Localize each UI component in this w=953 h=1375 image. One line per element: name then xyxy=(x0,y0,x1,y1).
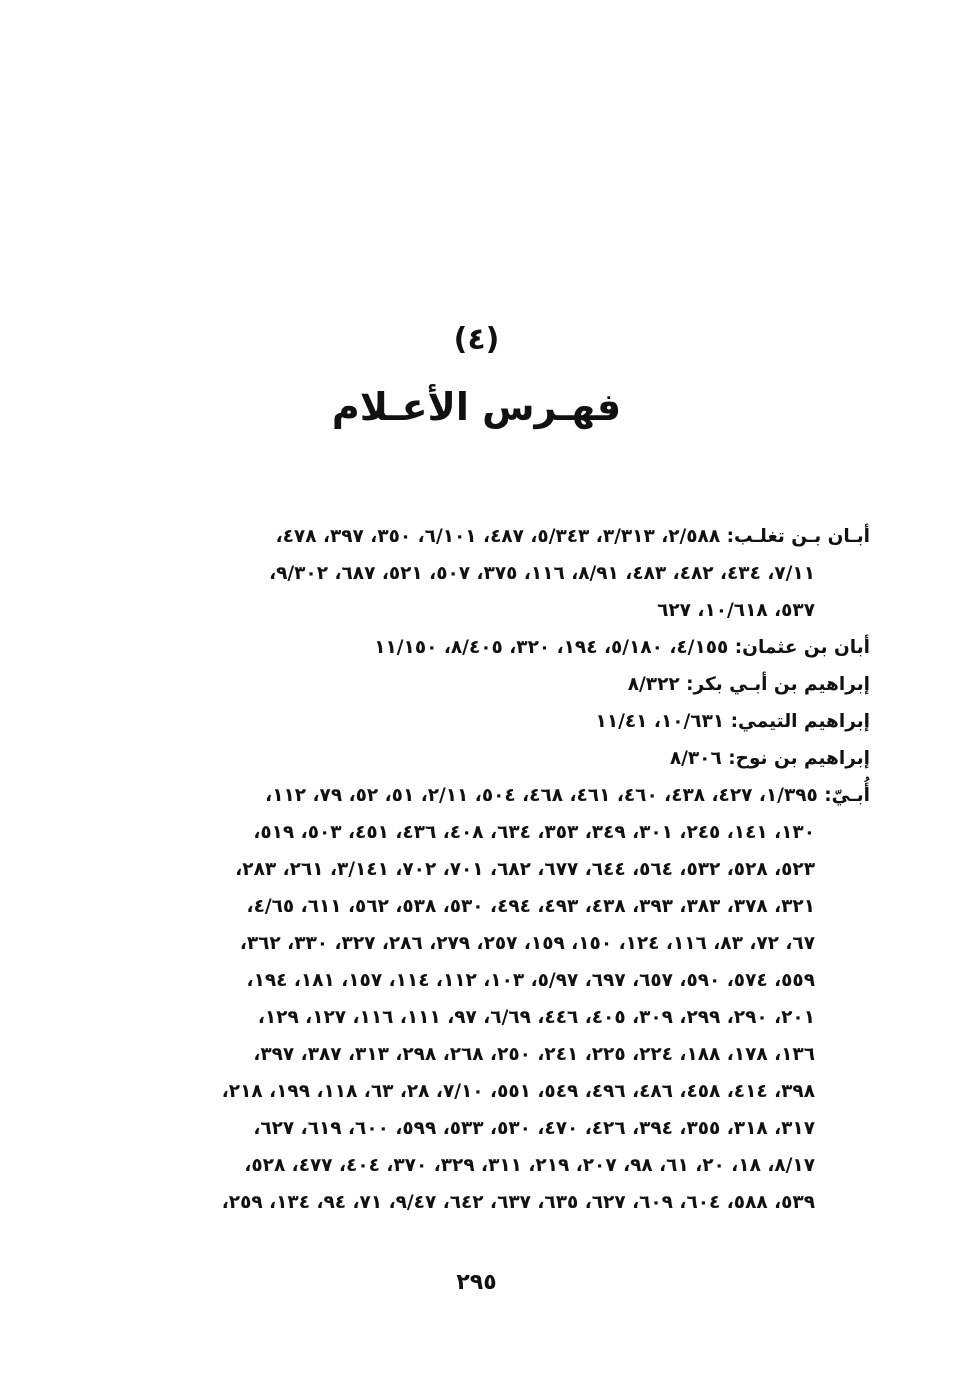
index-entry-ubayy xyxy=(120,777,870,1221)
index-entry-aban-bin-uthman xyxy=(120,629,870,666)
entry-line: أُبـيّ: ١/٣٩٥، ٤٢٧، ٤٣٨، ٤٦٠، ٤٦١، ٤٦٨، ٥٠٤، ٢/١١، ٥١، ٥٢، ٧٩، ١١٢، xyxy=(265,785,870,806)
index-entry-ibrahim-bin-nuh xyxy=(120,740,870,777)
entry-line: إبراهيم التيمي: ١٠/٦٣١، ١١/٤١ xyxy=(595,711,870,732)
entry-line: ٢٠١، ٢٩٠، ٢٩٩، ٣٠٩، ٤٠٥، ٤٤٦، ٦/٦٩، ٩٧، ١١١، ١١٦، ١٢٧، ١٢٩، xyxy=(257,1007,815,1028)
entry-line: ٥٣٩، ٥٨٨، ٦٠٤، ٦٠٩، ٦٢٧، ٦٣٥، ٦٣٧، ٦٤٢، ٩/٤٧، ٧١، ٩٤، ١٣٤، ٢٥٩، xyxy=(221,1192,815,1213)
entry-line: ٨/١٧، ١٨، ٢٠، ٦١، ٩٨، ٢٠٧، ٢١٩، ٣١١، ٣٢٩، ٣٧٠، ٤٠٤، ٤٧٧، ٥٢٨، xyxy=(244,1155,815,1176)
entry-line: ٥٣٧، ١٠/٦١٨، ٦٢٧ xyxy=(657,600,815,621)
entry-line: ٣٢١، ٣٧٨، ٣٨٣، ٣٩٣، ٤٣٨، ٤٩٣، ٤٩٤، ٥٣٠، ٥٣٨، ٥٦٢، ٦١١، ٤/٦٥، xyxy=(246,896,815,917)
entry-line: أبان بن عثمان: ٤/١٥٥، ٥/١٨٠، ١٩٤، ٣٢٠، ٨/٤٠٥، ١١/١٥٠ xyxy=(374,637,870,658)
page-number: ٢٩٥ xyxy=(456,1270,497,1295)
index-entry-ibrahim-bin-abi-bakr xyxy=(120,666,870,703)
entry-line: ١٣٠، ١٤١، ٢٤٥، ٣٠١، ٣٤٩، ٣٥٣، ٦٣٤، ٤٠٨، ٤٣٦، ٤٥١، ٥٠٣، ٥١٩، xyxy=(253,822,815,843)
entry-line: ٣١٧، ٣١٨، ٣٥٥، ٣٩٤، ٤٢٦، ٤٧٠، ٥٣٠، ٥٣٣، ٥٩٩، ٦٠٠، ٦١٩، ٦٢٧، xyxy=(253,1118,815,1139)
entry-line: ٦٧، ٧٢، ٨٣، ١١٦، ١٢٤، ١٥٠، ١٥٩، ٢٥٧، ٢٧٩، ٢٨٦، ٣٢٧، ٣٣٠، ٣٦٢، xyxy=(239,933,815,954)
index-entry-ibrahim-al-taymi xyxy=(120,703,870,740)
entry-line: ٣٩٨، ٤١٤، ٤٥٨، ٤٨٦، ٤٩٦، ٥٤٩، ٥٥١، ٧/١٠، ٢٨، ٦٣، ١١٨، ١٩٩، ٢١٨، xyxy=(221,1081,815,1102)
names-index xyxy=(120,518,870,1221)
entry-line: إبراهيم بن نوح: ٨/٣٠٦ xyxy=(669,748,870,769)
entry-line: أبـان بـن تغلـب: ٢/٥٨٨، ٣/٣١٣، ٥/٣٤٣، ٤٨٧، ٦/١٠١، ٣٥٠، ٣٩٧، ٤٧٨، xyxy=(275,526,870,547)
entry-line: إبراهيم بن أبـي بكر: ٨/٣٢٢ xyxy=(627,674,870,695)
section-title: فهـرس الأعـلام xyxy=(331,385,622,429)
entry-line: ١٣٦، ١٧٨، ١٨٨، ٢٢٤، ٢٢٥، ٢٤١، ٢٥٠، ٢٦٨، ٢٩٨، ٣١٣، ٣٨٧، ٣٩٧، xyxy=(253,1044,815,1065)
section-number: (٤) xyxy=(453,322,500,357)
index-entry-aban-bin-taghlib xyxy=(120,518,870,629)
entry-line: ٥٥٩، ٥٧٤، ٥٩٠، ٦٥٧، ٦٩٧، ٥/٩٧، ١٠٣، ١١٢، ١١٤، ١٥٧، ١٨١، ١٩٤، xyxy=(246,970,815,991)
entry-line: ٥٢٣، ٥٢٨، ٥٣٢، ٥٦٤، ٦٤٤، ٦٧٧، ٦٨٢، ٧٠١، ٧٠٢، ٣/١٤١، ٢٦١، ٢٨٣، xyxy=(235,859,815,880)
entry-line: ٧/١١، ٤٣٤، ٤٨٢، ٤٨٣، ٨/٩١، ١١٦، ٣٧٥، ٥٠٧، ٥٢١، ٦٨٧، ٩/٣٠٢، xyxy=(269,563,815,584)
